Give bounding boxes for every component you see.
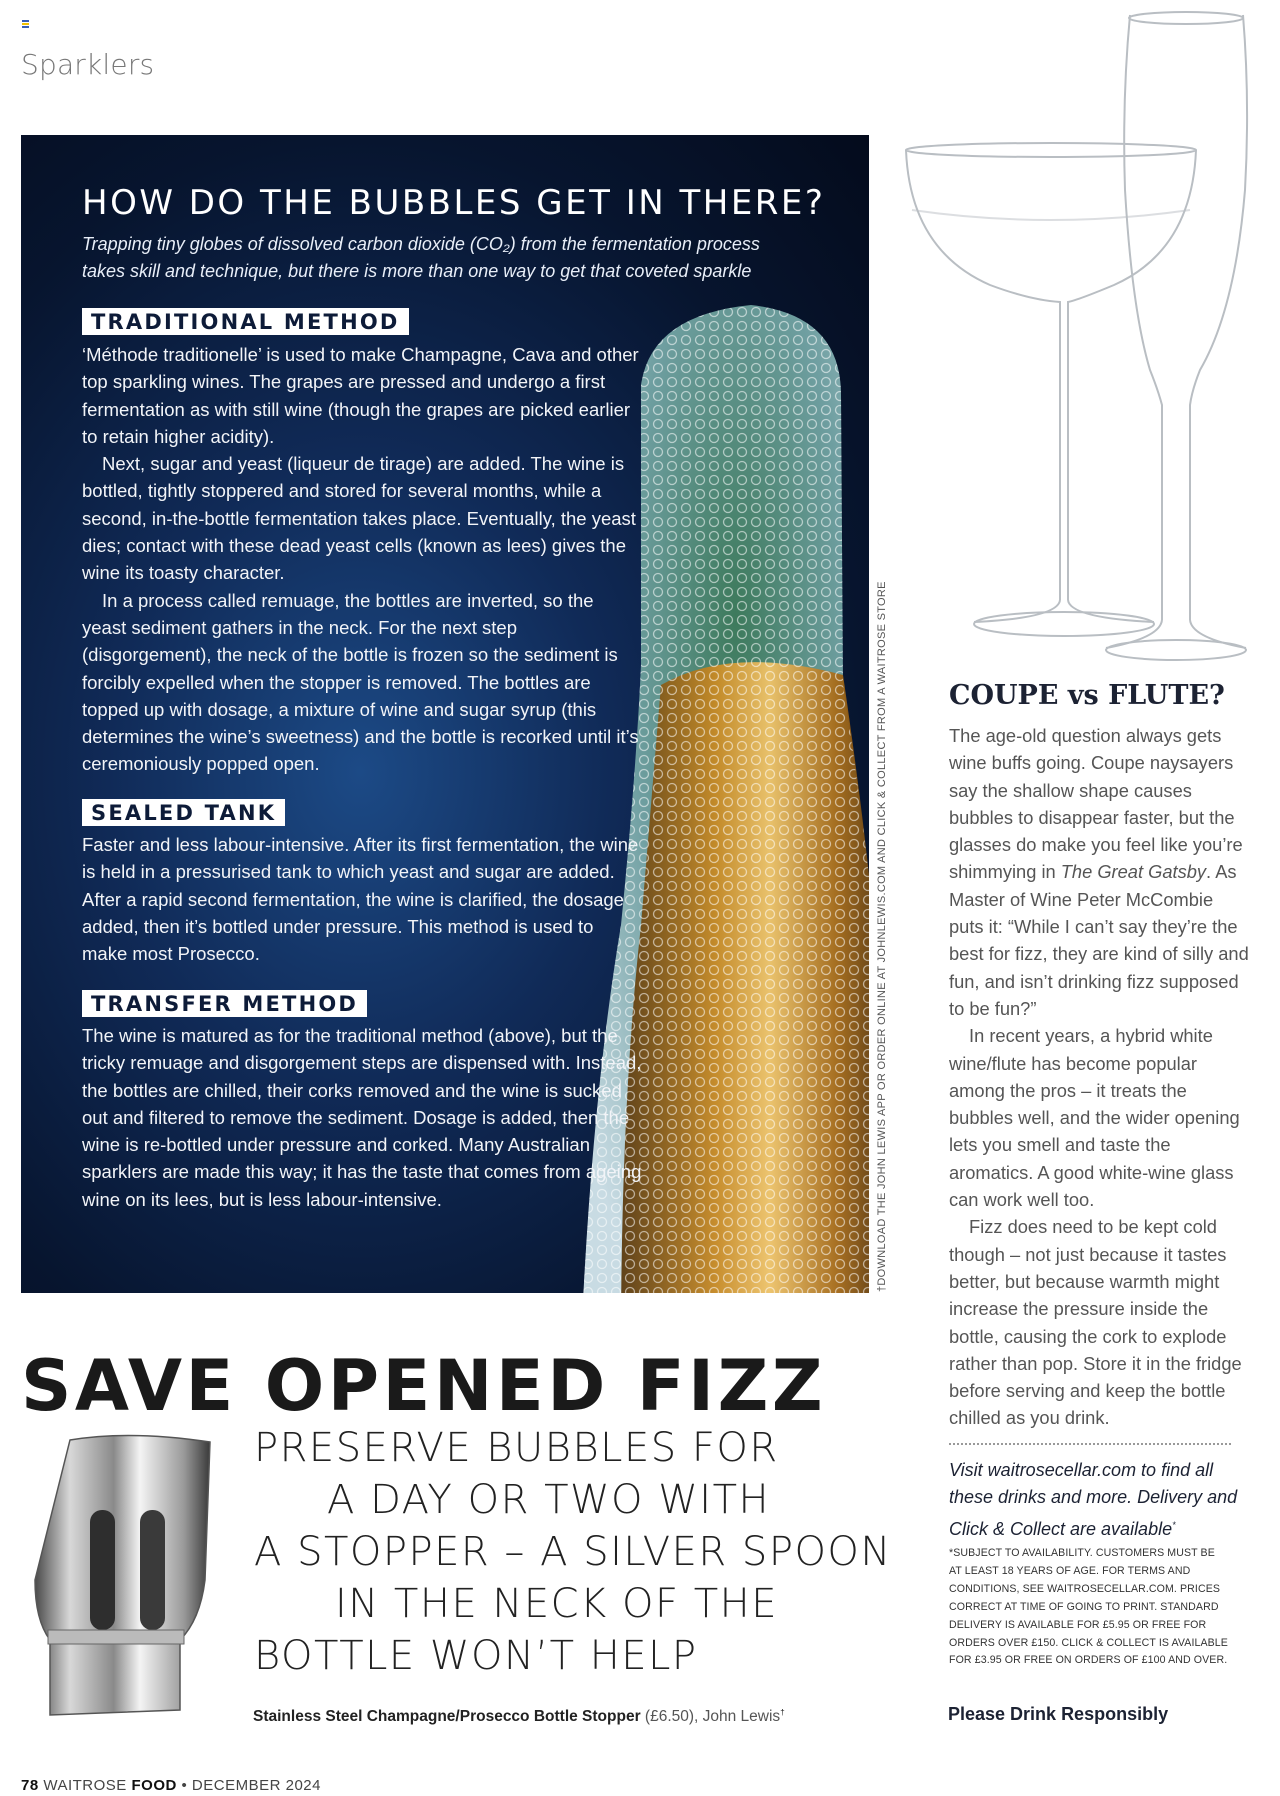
drink-responsibly: Please Drink Responsibly xyxy=(948,1704,1169,1724)
coupe-and-flute-glasses-image xyxy=(900,10,1280,670)
preserve-line: BOTTLE WON’T HELP xyxy=(254,1633,698,1679)
traditional-paragraph: Next, sugar and yeast (liqueur de tirage) are added. The wine is bottled, tightly stoppered and stored for several months, while a second, in-the-bottle fermentation takes place. Eventually, the yeast dies; contact with these dead yeast cells (known as lees) gives the wine its toasty character. xyxy=(82,453,636,584)
flag-icon xyxy=(22,20,29,28)
page-number: 78 xyxy=(21,1777,39,1794)
fine-print: *SUBJECT TO AVAILABILITY. CUSTOMERS MUST BE AT LEAST 18 YEARS OF AGE. FOR TERMS AND CONDITIONS, SEE WAITROSECELLAR.COM. PRICES CORRECT AT TIME OF GOING TO PRINT. STANDARD DELIVERY IS AVAILABLE FOR £5.95 OR FREE FOR ORDERS OVER £150. CLICK & COLLECT IS AVAILABLE FOR £3.95 OR FREE ON ORDERS OF £100 AND OVER. xyxy=(949,1547,1228,1667)
page-footer: 78 WAITROSE FOOD • DECEMBER 2024 xyxy=(21,1777,321,1794)
panel-title: HOW DO THE BUBBLES GET IN THERE? xyxy=(82,183,826,223)
coupe-vs-flute-title: COUPE vs FLUTE? xyxy=(949,680,1225,711)
dotted-divider xyxy=(949,1443,1231,1445)
traditional-method-label: TRADITIONAL METHOD xyxy=(82,308,409,335)
preserve-bubbles-text xyxy=(254,1422,892,1682)
stopper-caption: Stainless Steel Champagne/Prosecco Bottle Stopper (£6.50), John Lewis† xyxy=(253,1708,785,1726)
traditional-paragraph: ‘Méthode traditionelle’ is used to make Champagne, Cava and other top sparkling wines. The grapes are pressed and undergo a first fermentation as with still wine (though the grapes are picked earlier to retain higher acidity). xyxy=(82,344,639,447)
sealed-tank-label: SEALED TANK xyxy=(82,799,285,826)
transfer-method-body: The wine is matured as for the traditional method (above), but the tricky remuage and disgorgement steps are dispensed with. Instead, the bottles are chilled, their corks removed and the wine is sucked out and filtered to remove the sediment. Dosage is added, then the wine is re-bottled under pressure and corked. Many Australian sparklers are made this way; it has the taste that comes from ageing wine on its lees, but is less labour-intensive. xyxy=(82,1025,642,1210)
save-opened-fizz-title: SAVE OPENED FIZZ xyxy=(21,1345,827,1427)
coupe-paragraph: Fizz does need to be kept cold though – not just because it tastes better, but because warmth might increase the pressure inside the bottle, causing the cork to explode rather than pop. Store it in the fridge before serving and keep the bottle chilled as you drink. xyxy=(949,1216,1242,1429)
preserve-line: A DAY OR TWO WITH xyxy=(327,1477,771,1523)
sealed-tank-body: Faster and less labour-intensive. After its first fermentation, the wine is held in a pressurised tank to which yeast and sugar are added. After a rapid second fermentation, the wine is clarified, the dosage added, then it’s bottled under pressure. This method is used to make most Prosecco. xyxy=(82,834,639,965)
coupe-paragraph: In recent years, a hybrid white wine/flute has become popular among the pros – it treats the bubbles well, and the wider opening lets you smell and taste the aromatics. A good white-wine glass can work well too. xyxy=(949,1025,1240,1211)
visit-cellar-text: Visit waitrosecellar.com to find all these drinks and more. Delivery and Click & Collect are available* xyxy=(949,1460,1238,1539)
coupe-paragraph: The age-old question always gets wine buffs going. Coupe naysayers say the shallow shape causes bubbles to disappear faster, but the glasses do make you feel like you’re shimmying in The Great Gatsby. As Master of Wine Peter McCombie puts it: “While I can’t say they’re the best for fizz, they are kind of silly and fun, and isn’t drinking fizz supposed to be fun?” xyxy=(949,725,1249,1019)
transfer-method-label: TRANSFER METHOD xyxy=(82,990,367,1017)
bottle-stopper-image xyxy=(30,1430,230,1730)
section-label: Sparklers xyxy=(21,48,155,81)
panel-intro: Trapping tiny globes of dissolved carbon dioxide (CO₂) from the fermentation process takes skill and technique, but there is more than one way to get that coveted sparkle xyxy=(82,234,760,281)
bubbles-panel xyxy=(21,135,869,1293)
preserve-line: PRESERVE BUBBLES FOR xyxy=(254,1425,779,1471)
preserve-line: IN THE NECK OF THE xyxy=(335,1581,778,1627)
side-credit: †DOWNLOAD THE JOHN LEWIS APP OR ORDER ONLINE AT JOHNLEWIS.COM AND CLICK & COLLECT FROM A WAITROSE STORE xyxy=(876,581,888,1292)
coupe-vs-flute-body xyxy=(949,722,1249,1432)
traditional-paragraph: In a process called remuage, the bottles are inverted, so the yeast sediment gathers in the neck. For the next step (disgorgement), the neck of the bottle is frozen so the sediment is forcibly expelled when the stopper is removed. The bottles are topped up with dosage, a mixture of wine and sugar syrup (this determines the wine’s sweetness) and the bottle is recorked until it’s ceremoniously popped open. xyxy=(82,589,639,775)
traditional-method-body xyxy=(82,341,642,778)
preserve-line: A STOPPER – A SILVER SPOON xyxy=(254,1529,892,1575)
